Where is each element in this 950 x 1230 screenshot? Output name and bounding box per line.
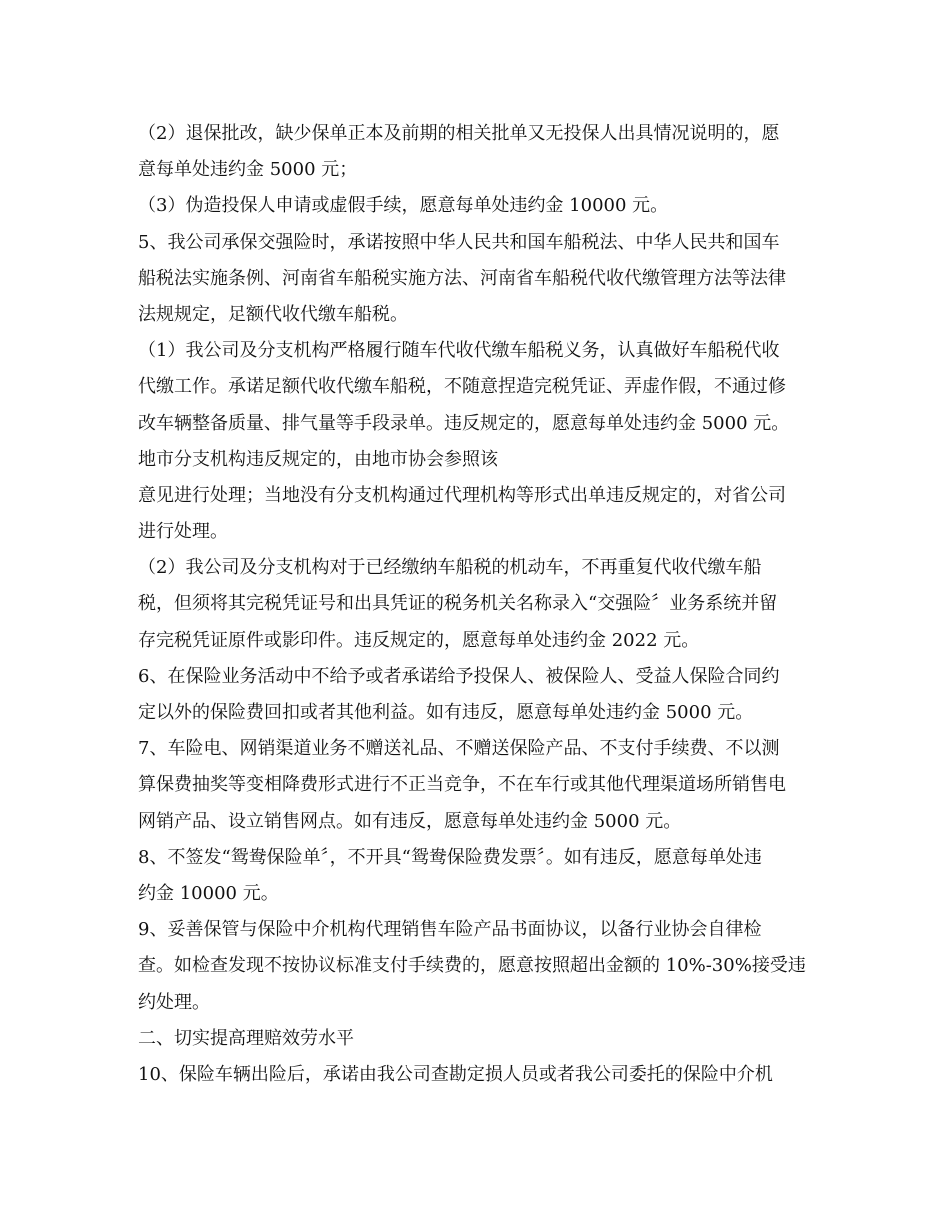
text-line: （2）退保批改，缺少保单正本及前期的相关批单又无投保人出具情况说明的，愿 bbox=[138, 123, 780, 144]
text-line: 意每单处违约金 5000 元； bbox=[138, 159, 358, 181]
text-line: （1）我公司及分支机构严格履行随车代收代缴车船税义务，认真做好车船税代收 bbox=[138, 340, 780, 362]
text-line: （3）伪造投保人申请或虚假手续，愿意每单处违约金 10000 元。 bbox=[138, 195, 669, 217]
text-line: 8、不签发“鸳鸯保险单〞，不开具“鸳鸯保险费发票〞。如有违反，愿意每单处违 bbox=[138, 846, 762, 868]
document-body bbox=[138, 116, 818, 1093]
text-line: 改车辆整备质量、排气量等手段录单。违反规定的，愿意每单处违约金 5000 元。 bbox=[138, 412, 790, 434]
text-line: 10、保险车辆出险后，承诺由我公司查勘定损人员或者我公司委托的保险中介机 bbox=[138, 1063, 773, 1085]
text-line: 7、车险电、网销渠道业务不赠送礼品、不赠送保险产品、不支付手续费、不以测 bbox=[138, 738, 780, 760]
text-line: 约处理。 bbox=[138, 991, 210, 1013]
text-line: 6、在保险业务活动中不给予或者承诺给予投保人、被保险人、受益人保险合同约 bbox=[138, 665, 780, 687]
text-line: 代缴工作。承诺足额代收代缴车船税，不随意捏造完税凭证、弄虚作假，不通过修 bbox=[138, 376, 786, 398]
text-line: 法规规定，足额代收代缴车船税。 bbox=[138, 303, 408, 325]
text-line: 地市分支机构违反规定的，由地市协会参照该 bbox=[138, 448, 498, 470]
text-line: 查。如检查发现不按协议标准支付手续费的，愿意按照超出金额的 10%-30%接受违 bbox=[138, 955, 806, 977]
text-line: 船税法实施条例、河南省车船税实施方法、河南省车船税代收代缴管理方法等法律 bbox=[138, 267, 786, 289]
text-line: 9、妥善保管与保险中介机构代理销售车险产品书面协议，以备行业协会自律检 bbox=[138, 919, 762, 941]
text-line: （2）我公司及分支机构对于已经缴纳车船税的机动车，不再重复代收代缴车船 bbox=[138, 557, 762, 579]
text-line: 进行处理。 bbox=[138, 521, 228, 543]
text-line: 约金 10000 元。 bbox=[138, 882, 279, 904]
text-line: 算保费抽奖等变相降费形式进行不正当竞争，不在车行或其他代理渠道场所销售电 bbox=[138, 774, 786, 796]
text-line: 税，但须将其完税凭证号和出具凭证的税务机关名称录入“交强险〞业务系统并留 bbox=[138, 593, 778, 615]
text-line: 定以外的保险费回扣或者其他利益。如有违反，愿意每单处违约金 5000 元。 bbox=[138, 702, 754, 723]
text-line: 意见进行处理；当地没有分支机构通过代理机构等形式出单违反规定的，对省公司 bbox=[138, 484, 786, 506]
text-line: 二、切实提高理赔效劳水平 bbox=[138, 1027, 354, 1049]
text-line: 网销产品、设立销售网点。如有违反，愿意每单处违约金 5000 元。 bbox=[138, 810, 682, 832]
text-line: 存完税凭证原件或影印件。违反规定的，愿意每单处违约金 2022 元。 bbox=[138, 629, 700, 651]
text-line: 5、我公司承保交强险时，承诺按照中华人民共和国车船税法、中华人民共和国车 bbox=[138, 231, 780, 253]
